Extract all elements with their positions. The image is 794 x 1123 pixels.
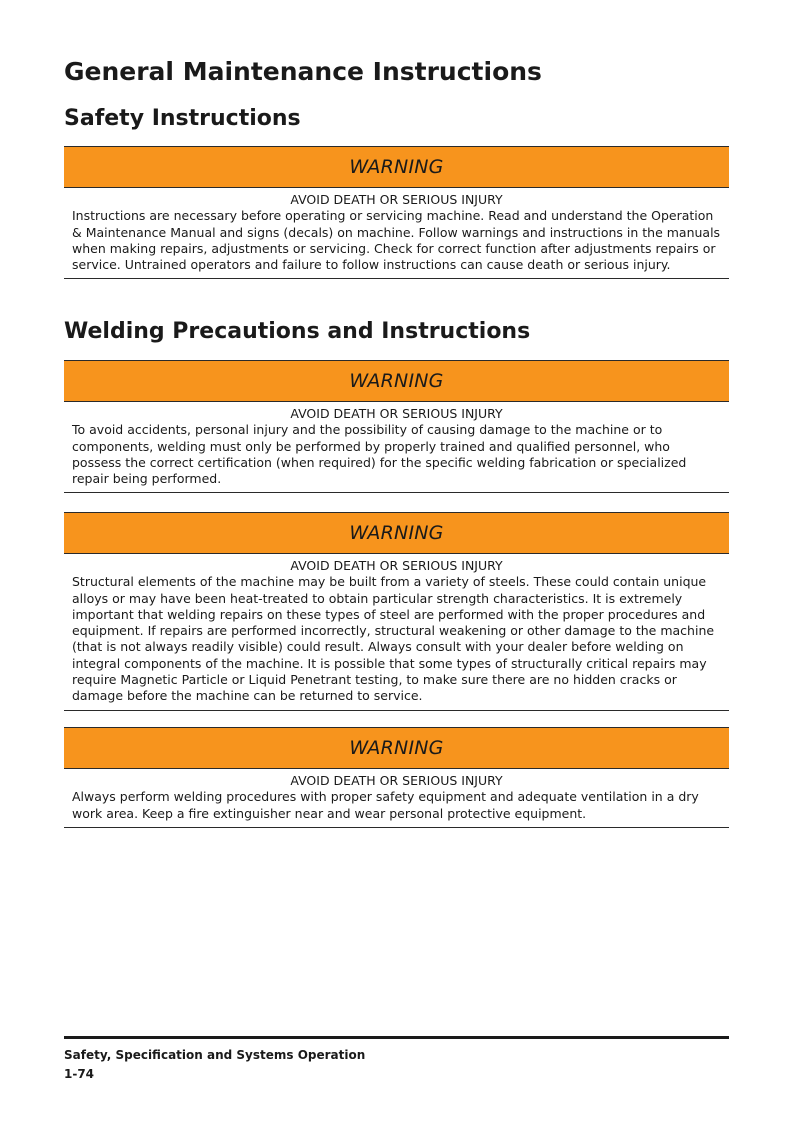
warning-banner	[64, 146, 729, 188]
footer-page-number: 1-74	[64, 1067, 95, 1081]
warning-body	[64, 769, 729, 827]
warning-heading: AVOID DEATH OR SERIOUS INJURY	[290, 773, 503, 788]
warning-label: WARNING	[349, 156, 444, 178]
warning-label: WARNING	[349, 370, 444, 392]
warning-body	[64, 188, 729, 278]
page-title: General Maintenance Instructions	[64, 57, 542, 86]
footer-manual-title: Safety, Specification and Systems Operation	[64, 1048, 366, 1062]
warning-body	[64, 554, 729, 710]
warning-heading: AVOID DEATH OR SERIOUS INJURY	[290, 558, 503, 573]
warning-label: WARNING	[349, 737, 444, 759]
warning-text: Structural elements of the machine may be built from a variety of steels. These could contain unique alloys or may have been heat-treated to obtain particular strength characteristics. It is extremely important that welding repairs on these types of steel are performed with the proper procedures and equipment. If repairs are performed incorrectly, structural weakening or other damage to the machine (that is not always readily visible) could result. Always consult with your dealer before welding on integral components of the machine. It is possible that some types of structurally critical repairs may require Magnetic Particle or Liquid Penetrant testing, to make sure there are no hidden cracks or damage before the machine can be returned to service.	[72, 574, 715, 704]
warning-banner	[64, 512, 729, 554]
warning-body	[64, 402, 729, 492]
section-title-safety: Safety Instructions	[64, 106, 301, 131]
warning-box	[64, 512, 729, 711]
warning-heading: AVOID DEATH OR SERIOUS INJURY	[290, 192, 503, 207]
warning-banner	[64, 727, 729, 769]
warning-text: Always perform welding procedures with proper safety equipment and adequate ventilation in a dry work area. Keep a fire extinguisher near and wear personal protective equipment.	[72, 789, 699, 821]
warning-text: Instructions are necessary before operating or servicing machine. Read and understand the Operation & Maintenance Manual and signs (decals) on machine. Follow warnings and instructions in the manuals when making repairs, adjustments or servicing. Check for correct function after adjustments repairs or service. Untrained operators and failure to follow instructions can cause death or serious injury.	[72, 208, 721, 273]
warning-text: To avoid accidents, personal injury and the possibility of causing damage to the machine or to components, welding must only be performed by properly trained and qualified personnel, who possess the correct certification (when required) for the specific welding fabrication or specialized repair being performed.	[72, 422, 687, 487]
warning-heading: AVOID DEATH OR SERIOUS INJURY	[290, 406, 503, 421]
warning-box	[64, 360, 729, 493]
warning-label: WARNING	[349, 522, 444, 544]
section-title-welding: Welding Precautions and Instructions	[64, 319, 531, 344]
warning-box	[64, 146, 729, 279]
warning-box	[64, 727, 729, 828]
warning-banner	[64, 360, 729, 402]
footer-divider	[64, 1036, 729, 1039]
